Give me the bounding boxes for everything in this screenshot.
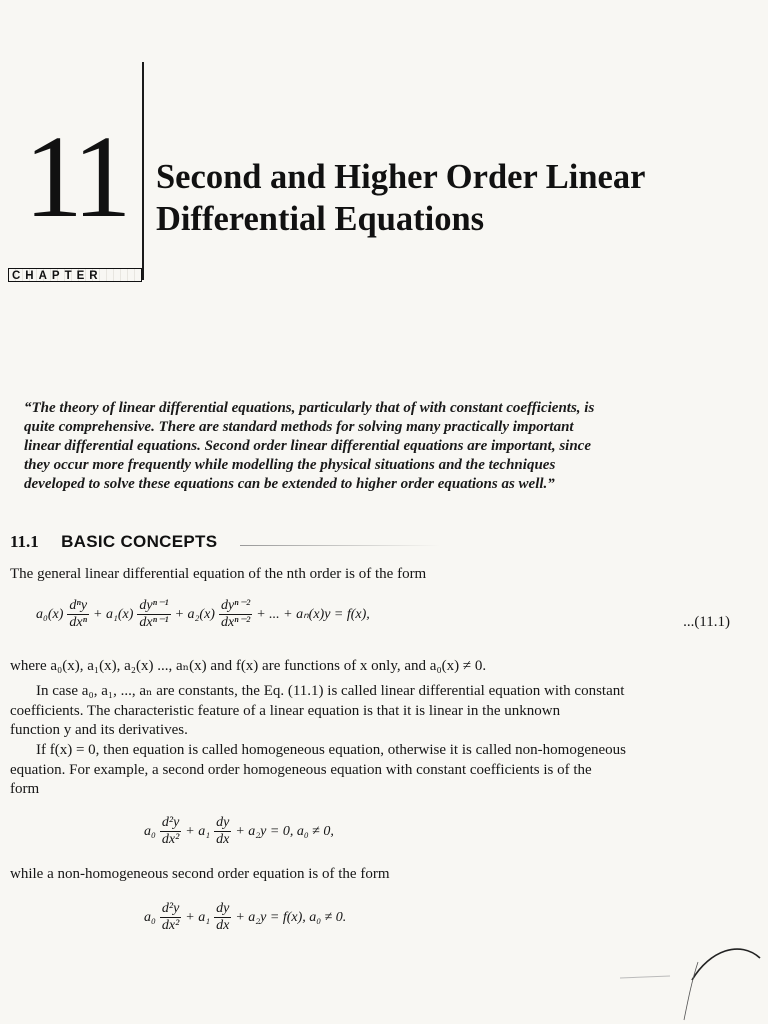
eq-numerator: d²y [161,815,180,830]
eq-term-coef: a₀(x) [36,606,64,622]
eq-numerator: dyⁿ⁻² [220,598,251,613]
eq-term-coef: a₀ [144,909,156,925]
equation-nonhomogeneous [142,901,348,934]
eq-numerator: d²y [161,901,180,916]
chapter-divider-rule [142,62,144,280]
eq-term-coef: + a₂(x) [174,606,215,622]
chapter-title-line: Differential Equations [156,200,485,238]
epigraph-line: they occur more frequently while modelling the physical situations and the techniques [24,457,556,473]
section-title: BASIC CONCEPTS [61,532,218,551]
eq-denominator: dx² [161,918,180,933]
equation-homogeneous [142,815,336,848]
chapter-label: CHAPTER [8,268,142,282]
eq-tail: + a₂y = f(x), a₀ ≠ 0. [235,909,347,925]
eq-tail: + a₂y = 0, a₀ ≠ 0, [235,823,334,839]
eq-fraction [160,815,181,848]
epigraph-line: quite comprehensive. There are standard methods for solving many practically important [24,419,574,435]
epigraph-line: developed to solve these equations can be extended to higher order equations as well.” [24,476,555,492]
chapter-number: 11 [24,111,126,242]
eq-denominator: dx² [161,832,180,847]
equation-number: ...(11.1) [683,614,730,630]
eq-term-coef: + a₁ [185,823,211,839]
section-rule [240,545,440,546]
eq-fraction [67,598,89,631]
paragraph-line: equation. For example, a second order homogeneous equation with constant coefficients is of the [10,761,592,778]
chapter-title-line: Second and Higher Order Linear [156,158,646,196]
section-number: 11.1 [10,532,39,551]
eq-fraction [214,901,231,934]
eq-numerator: dyⁿ⁻¹ [139,598,169,613]
eq-denominator: dxⁿ⁻¹ [139,615,169,630]
eq-numerator: dy [216,815,230,830]
epigraph-line: “The theory of linear differential equations, particularly that of with constant coefficients, is [24,400,595,416]
section-heading [10,532,217,552]
epigraph-line: linear differential equations. Second order linear differential equations are important, since [24,438,591,454]
eq-term-coef: + a₁(x) [93,606,134,622]
equation-general [34,598,372,631]
paragraph-line: form [10,781,40,797]
epigraph-quote [24,399,710,494]
eq-term-coef: a₀ [144,823,156,839]
eq-fraction [219,598,252,631]
eq-term-coef: + a₁ [185,909,211,925]
paragraph-line: function y and its derivatives. [10,722,188,738]
nonhomogeneous-text: while a non-homogeneous second order equation is of the form [10,866,390,882]
nonhomogeneous-paragraph [10,865,728,885]
eq-denominator: dxⁿ [69,615,88,630]
paragraph-line: In case a₀, a₁, ..., aₙ are constants, the Eq. (11.1) is called linear differential equation with constant [36,683,625,699]
eq-denominator: dxⁿ⁻² [220,615,251,630]
eq-denominator: dx [216,832,230,847]
constants-paragraph [10,682,728,741]
eq-tail: + ... + aₙ(x)y = f(x), [256,607,370,622]
chapter-title [156,156,756,240]
where-paragraph [10,657,728,677]
paragraph-line: coefficients. The characteristic feature of a linear equation is that it is linear in the unknown [10,702,561,719]
pen-mark-decoration [600,930,768,1024]
eq-fraction [160,901,181,934]
intro-paragraph [10,565,728,585]
eq-fraction [214,815,231,848]
eq-fraction [137,598,170,631]
where-text: where a₀(x), a₁(x), a₂(x) ..., aₙ(x) and f(x) are functions of x only, and a₀(x) ≠ 0. [10,658,487,674]
eq-numerator: dⁿy [69,598,88,613]
homogeneous-paragraph [10,741,728,800]
intro-text: The general linear differential equation of the nth order is of the form [10,566,427,582]
eq-numerator: dy [216,901,230,916]
eq-denominator: dx [216,918,230,933]
paragraph-line: If f(x) = 0, then equation is called homogeneous equation, otherwise it is called non-homogeneous [36,742,626,758]
